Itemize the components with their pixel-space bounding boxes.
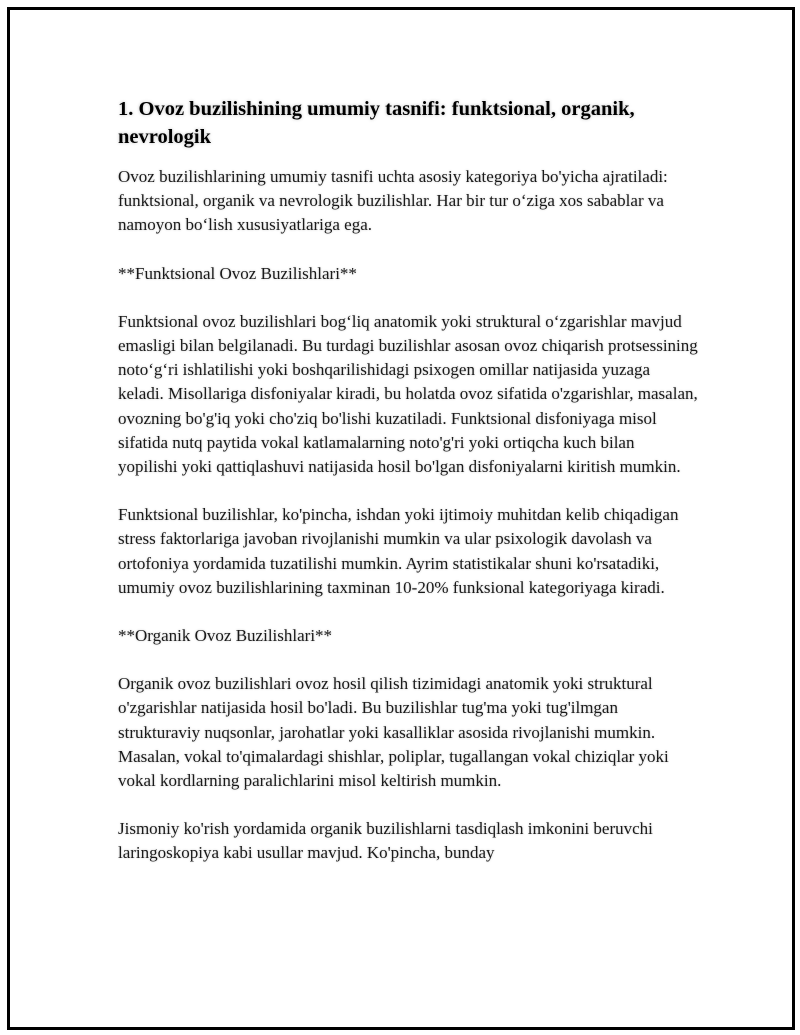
subheading-organic: **Organik Ovoz Buzilishlari**: [118, 626, 333, 646]
paragraph-organic-diagnosis: Jismoniy ko'rish yordamida organik buzilishlarni tasdiqlash imkonini beruvchi laringoskopiya kabi usullar mavjud. Ko'pincha, bunday: [118, 819, 653, 863]
paragraph-organic-definition: Organik ovoz buzilishlari ovoz hosil qilish tizimidagi anatomik yoki struktural o'zgarishlar natijasida hosil bo'ladi. Bu buzilishlar tug'ma yoki tug'ilmgan strukturaviy nuqsonlar, jarohatlar yoki kasalliklar asosida rivojlanishi mumkin. Masalan, vokal to'qimalardagi shishlar, poliplar, tugallangan vokal chiziqlar yoki vokal kordlarning paralichlarini misol keltirish mumkin.: [118, 674, 669, 791]
paragraph-functional-definition: Funktsional ovoz buzilishlari bog‘liq anatomik yoki struktural o‘zgarishlar mavjud emasligi bilan belgilanadi. Bu turdagi buzilishlar asosan ovoz chiqarish protsessining noto‘g‘ri ishlatilishi yoki boshqarilishidagi psixogen omillar natijasida yuzaga keladi. Misollariga disfoniyalar kiradi, bu holatda ovoz sifatida o'zgarishlar, masalan, ovozning bo'g'iq yoki cho'ziq bo'lishi kuzatiladi. Funktsional disfoniyaga misol sifatida nutq paytida vokal katlamalarning noto'g'ri yoki ortiqcha kuch bilan yopilishi yoki qattiqlashuvi natijasida hosil bo'lgan disfoniyalarni kiritish mumkin.: [118, 311, 698, 477]
subheading-functional: **Funktsional Ovoz Buzilishlari**: [118, 263, 357, 283]
document-body: [118, 95, 698, 890]
paragraph-intro: Ovoz buzilishlarining umumiy tasnifi uchta asosiy kategoriya bo'yicha ajratiladi: funktsional, organik va nevrologik buzilishlar. Har bir tur o‘ziga xos sabablar va namoyon bo‘lish xususiyatlariga ega.: [118, 167, 668, 235]
section-heading: 1. Ovoz buzilishining umumiy tasnifi: funktsional, organik, nevrologik: [118, 98, 635, 148]
paragraph-functional-causes: Funktsional buzilishlar, ko'pincha, ishdan yoki ijtimoiy muhitdan kelib chiqadigan stress faktorlariga javoban rivojlanishi mumkin va ular psixologik davolash va ortofoniya yordamida tuzatilishi mumkin. Ayrim statistikalar shuni ko'rsatadiki, umumiy ovoz buzilishlarining taxminan 10-20% funksional kategoriyaga kiradi.: [118, 505, 679, 597]
